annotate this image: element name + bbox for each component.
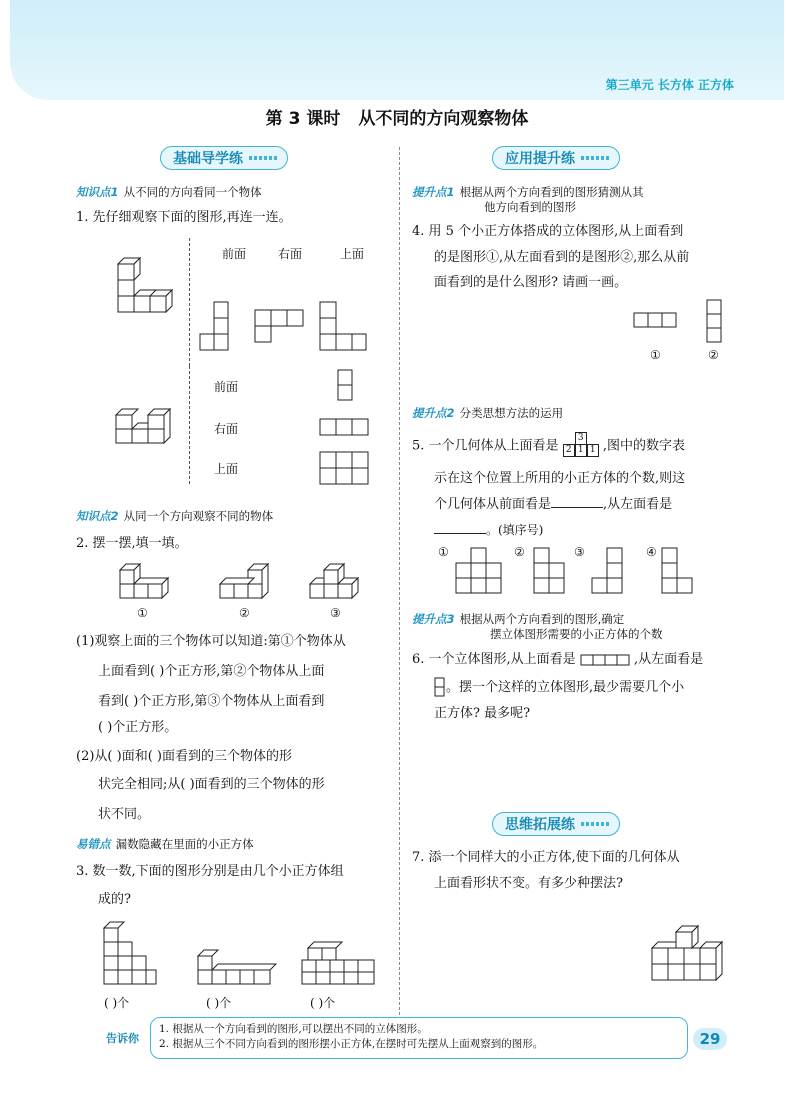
- q5-shape-4: [662, 548, 696, 594]
- q3-solid-2: [196, 946, 280, 986]
- q1-view-right: [255, 310, 307, 346]
- lesson-number: 第 3 课时: [265, 109, 341, 129]
- q3-line2: 成的?: [98, 892, 131, 907]
- q6-top-view: [580, 654, 630, 666]
- q1-header-front: 前面: [222, 247, 247, 261]
- q1-divider-1: [189, 238, 190, 366]
- q5-blank-front[interactable]: [551, 507, 603, 508]
- column-divider: [399, 147, 400, 1015]
- lesson-topic: 从不同的方向观察物体: [358, 109, 529, 129]
- q5-opt-2: ②: [514, 545, 525, 559]
- q4-line1: 4. 用 5 个小正方体搭成的立体图形,从上面看到: [412, 224, 684, 239]
- q7-line1: 7. 添一个同样大的小正方体,使下面的几何体从: [412, 850, 680, 865]
- q5-shape-2: [534, 548, 568, 594]
- upgrade-point-1-line2: 他方向看到的图形: [484, 200, 576, 214]
- q1-view-top: [320, 302, 370, 354]
- q6-left-view: [434, 677, 446, 699]
- q2-solid-2: [218, 562, 284, 604]
- upgrade-point-2: 提升点2 分类思想方法的运用: [412, 406, 564, 420]
- section-basic: 基础导学练: [160, 146, 288, 170]
- upgrade-point-3: 提升点3 根据从两个方向看到的图形,确定: [412, 612, 625, 626]
- q5-opt-3: ③: [574, 545, 585, 559]
- q1-side-view-3: [320, 452, 370, 488]
- section-extend: 思维拓展练: [492, 812, 620, 836]
- q5-top-grid: 3 2 1 1: [563, 432, 599, 460]
- q5-opt-1: ①: [438, 545, 449, 559]
- q5-line2: 示在这个位置上所用的小正方体的个数,则这: [434, 471, 686, 486]
- q1-side-top: 上面: [214, 462, 239, 476]
- q2-sub2-line3: 状不同。: [98, 807, 151, 822]
- q7-line2: 上面看形状不变。有多少种摆法?: [434, 876, 623, 891]
- page-number: 29: [693, 1028, 727, 1050]
- q4-figure-2: [707, 300, 727, 344]
- q2-sub1-line1: (1)观察上面的三个物体可以知道:第①个物体从: [76, 634, 346, 649]
- q1-solid-a: [112, 256, 182, 318]
- q1-side-front: 前面: [214, 380, 239, 394]
- q1-text: 1. 先仔细观察下面的图形,再连一连。: [76, 210, 292, 225]
- q5-shape-3: [592, 548, 626, 594]
- q4-label-2: ②: [708, 348, 719, 362]
- q5-line4: 。(填序号): [434, 518, 543, 543]
- tip-badge: 告诉你: [106, 1032, 139, 1045]
- q1-header-right: 右面: [278, 247, 303, 261]
- q2-sub1-line2: 上面看到( )个正方形,第②个物体从上面: [98, 664, 325, 679]
- q1-solid-b: [112, 403, 182, 447]
- q6-line2: 。摆一个这样的立体图形,最少需要几个小: [434, 676, 684, 700]
- knowledge-point-1: 知识点1 从不同的方向看同一个物体: [76, 185, 262, 199]
- unit-label: 第三单元 长方体 正方体: [605, 78, 734, 92]
- error-prone-point: 易错点 漏数隐藏在里面的小正方体: [76, 837, 254, 851]
- q1-divider-2: [189, 366, 190, 484]
- lesson-title: [0, 104, 794, 129]
- tip-box: [150, 1017, 688, 1059]
- q4-label-1: ①: [650, 348, 661, 362]
- knowledge-point-2: 知识点2 从同一个方向观察不同的物体: [76, 509, 274, 523]
- q4-line2: 的是图形①,从左面看到的是图形②,那么从前: [434, 250, 690, 265]
- q3-line1: 3. 数一数,下面的图形分别是由几个小正方体组: [76, 864, 344, 879]
- q7-solid: [648, 922, 728, 986]
- q2-label-2: ②: [239, 606, 250, 620]
- q4-figure-1: [634, 313, 684, 333]
- q2-label-3: ③: [330, 606, 341, 620]
- q2-solid-1: [118, 562, 184, 604]
- q5-blank-left[interactable]: [434, 533, 486, 534]
- q2-sub1-line4: ( )个正方形。: [98, 720, 178, 735]
- q5-line1: 5. 一个几何体从上面看是 3 2 1 1 ,图中的数字表: [412, 432, 685, 460]
- q5-shape-1: [456, 548, 504, 594]
- section-apply: 应用提升练: [492, 146, 620, 170]
- q1-side-view-2: [320, 419, 370, 439]
- q1-header-top: 上面: [340, 247, 365, 261]
- tip-line-2: 2. 根据从三个不同方向看到的图形摆小正方体,在摆时可先摆从上面观察到的图形。: [159, 1038, 544, 1050]
- q5-line3: 个几何体从前面看是 ,从左面看是: [434, 497, 673, 512]
- q1-side-right: 右面: [214, 422, 239, 436]
- q3-blank-2[interactable]: ( )个: [206, 996, 232, 1010]
- q2-text: 2. 摆一摆,填一填。: [76, 536, 188, 551]
- q2-sub2-line2: 状完全相同;从( )面看到的三个物体的形: [98, 777, 325, 792]
- tip-line-1: 1. 根据从一个方向看到的图形,可以摆出不同的立体图形。: [159, 1023, 428, 1035]
- q3-solid-1: [102, 920, 162, 986]
- upgrade-point-1: 提升点1 根据从两个方向看到的图形猜测从其: [412, 185, 644, 199]
- upgrade-point-3-line2: 摆立体图形需要的小正方体的个数: [490, 627, 663, 641]
- q2-sub1-line3: 看到( )个正方形,第③个物体从上面看到: [98, 694, 325, 709]
- q2-solid-3: [308, 562, 374, 604]
- q2-sub2-line1: (2)从( )面和( )面看到的三个物体的形: [76, 749, 292, 764]
- q3-blank-3[interactable]: ( )个: [310, 996, 336, 1010]
- q1-side-view-1: [338, 370, 358, 404]
- q4-line3: 面看到的是什么图形? 请画一画。: [434, 275, 628, 290]
- q1-view-front: [200, 300, 240, 355]
- q6-line1: 6. 一个立体图形,从上面看是 ,从左面看是: [412, 652, 704, 667]
- q3-solid-3: [300, 938, 384, 986]
- q2-label-1: ①: [137, 606, 148, 620]
- q3-blank-1[interactable]: ( )个: [104, 996, 130, 1010]
- q6-line3: 正方体? 最多呢?: [434, 706, 531, 721]
- q5-opt-4: ④: [646, 545, 657, 559]
